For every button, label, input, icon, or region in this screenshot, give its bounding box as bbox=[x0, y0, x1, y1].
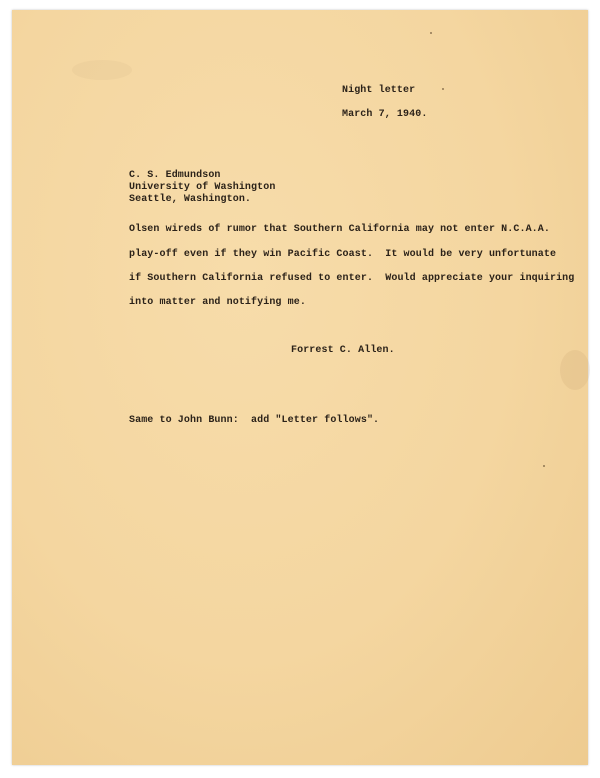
paper-stain bbox=[560, 350, 590, 390]
distribution-note: Same to John Bunn: add "Letter follows". bbox=[129, 415, 380, 426]
body-line: Olsen wireds of rumor that Southern California may not enter N.C.A.A. bbox=[129, 224, 550, 235]
body-line: into matter and notifying me. bbox=[129, 297, 306, 308]
paper-stain bbox=[72, 60, 132, 80]
telegram-type: Night letter bbox=[342, 85, 416, 96]
paper-speck bbox=[543, 465, 545, 467]
letter-page bbox=[12, 10, 588, 765]
signature: Forrest C. Allen. bbox=[291, 345, 395, 356]
body-line: if Southern California refused to enter. Would appreciate your inquiring bbox=[129, 273, 575, 284]
paper-speck bbox=[430, 32, 432, 34]
paper-speck bbox=[442, 88, 444, 90]
body-line: play-off even if they win Pacific Coast. It would be very unfortunate bbox=[129, 249, 557, 260]
recipient-institution: University of Washington bbox=[129, 182, 276, 193]
recipient-name: C. S. Edmundson bbox=[129, 170, 221, 181]
letter-date: March 7, 1940. bbox=[342, 109, 428, 120]
recipient-city: Seattle, Washington. bbox=[129, 194, 252, 205]
